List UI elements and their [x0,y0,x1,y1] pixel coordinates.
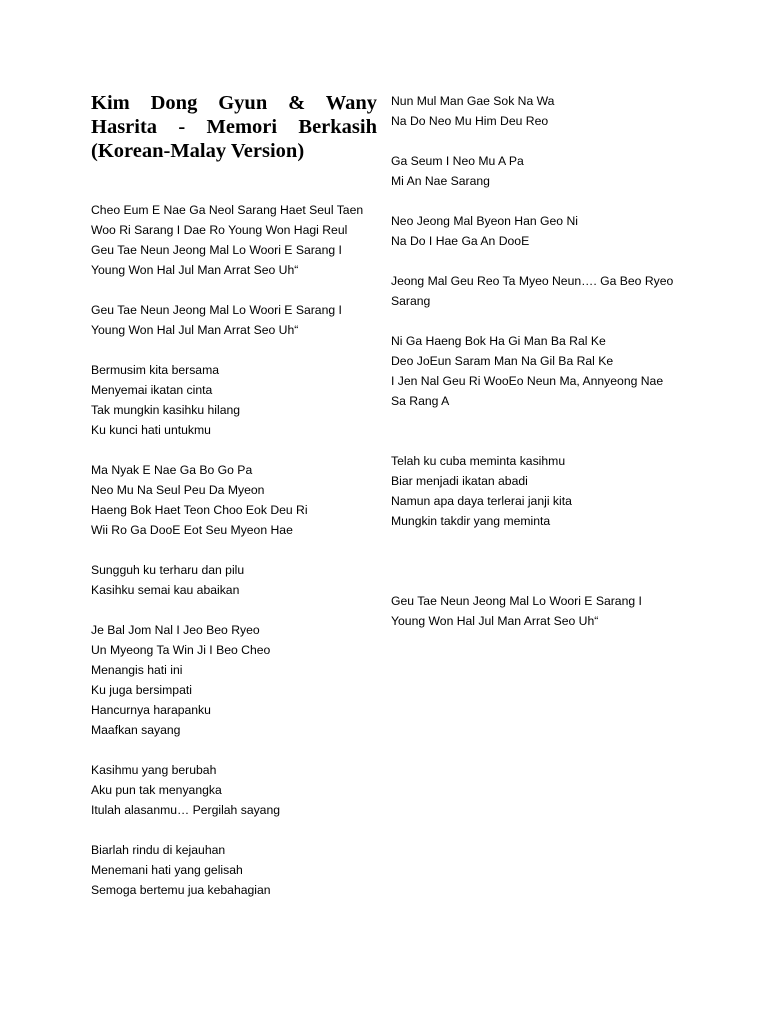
lyric-line: Sungguh ku terharu dan pilu [91,563,245,577]
title-line: (Korean-Malay Version) [91,140,305,162]
lyric-line: Jeong Mal Geu Reo Ta Myeo Neun…. Ga Beo Ryeo [391,274,674,288]
lyric-line: Un Myeong Ta Win Ji I Beo Cheo [91,643,271,657]
lyric-line: Ku juga bersimpati [91,683,192,697]
lyric-line: Wii Ro Ga DooE Eot Seu Myeon Hae [91,523,293,537]
lyric-line: Kasihku semai kau abaikan [91,583,240,597]
lyric-line: I Jen Nal Geu Ri WooEo Neun Ma, Annyeong Nae [391,374,664,388]
lyrics-stanza [391,271,691,311]
lyric-line: Aku pun tak menyangka [91,783,222,797]
lyric-line: Cheo Eum E Nae Ga Neol Sarang Haet Seul Taen [91,203,364,217]
lyric-line: Menangis hati ini [91,663,183,677]
lyric-line: Young Won Hal Jul Man Arrat Seo Uh“ [91,323,299,337]
lyric-line: Haeng Bok Haet Teon Choo Eok Deu Ri [91,503,308,517]
lyric-line: Bermusim kita bersama [91,363,220,377]
lyrics-stanza [391,451,691,531]
lyric-line: Na Do Neo Mu Him Deu Reo [391,114,549,128]
lyric-line: Telah ku cuba meminta kasihmu [391,454,566,468]
lyrics-stanza [391,331,691,411]
lyric-line: Ga Seum I Neo Mu A Pa [391,154,524,168]
lyric-line: Woo Ri Sarang I Dae Ro Young Won Hagi Reul [91,223,348,237]
lyric-line: Mungkin takdir yang meminta [391,514,551,528]
lyrics-stanza [91,760,379,820]
lyric-line: Ni Ga Haeng Bok Ha Gi Man Ba Ral Ke [391,334,606,348]
lyric-line: Ku kunci hati untukmu [91,423,211,437]
title-line: Kim Dong Gyun & Wany [91,92,377,114]
lyrics-stanza [91,200,379,280]
lyric-line: Kasihmu yang berubah [91,763,217,777]
lyric-line: Namun apa daya terlerai janji kita [391,494,572,508]
lyrics-stanza [91,360,379,440]
lyrics-stanza [391,591,691,631]
lyric-line: Sa Rang A [391,394,450,408]
lyric-line: Menyemai ikatan cinta [91,383,213,397]
lyric-line: Geu Tae Neun Jeong Mal Lo Woori E Sarang I [91,243,342,257]
lyric-line: Neo Jeong Mal Byeon Han Geo Ni [391,214,578,228]
lyric-line: Biarlah rindu di kejauhan [91,843,226,857]
title-line: Hasrita - Memori Berkasih [91,116,377,138]
lyric-line: Geu Tae Neun Jeong Mal Lo Woori E Sarang I [391,594,642,608]
lyric-line: Ma Nyak E Nae Ga Bo Go Pa [91,463,253,477]
lyric-line: Je Bal Jom Nal I Jeo Beo Ryeo [91,623,260,637]
lyric-line: Neo Mu Na Seul Peu Da Myeon [91,483,265,497]
lyrics-stanza [391,151,691,191]
lyric-line: Menemani hati yang gelisah [91,863,243,877]
lyrics-stanza [391,211,691,251]
lyric-line: Hancurnya harapanku [91,703,211,717]
lyric-line: Biar menjadi ikatan abadi [391,474,528,488]
lyric-line: Mi An Nae Sarang [391,174,490,188]
song-title [91,91,377,163]
lyric-line: Itulah alasanmu… Pergilah sayang [91,803,281,817]
lyric-line: Tak mungkin kasihku hilang [91,403,241,417]
lyric-line: Sarang [391,294,431,308]
lyrics-stanza [91,560,379,600]
lyrics-stanza [91,300,379,340]
lyric-line: Na Do I Hae Ga An DooE [391,234,530,248]
lyric-line: Nun Mul Man Gae Sok Na Wa [391,94,555,108]
left-column [91,91,379,900]
lyrics-stanza [91,620,379,740]
lyric-line: Semoga bertemu jua kebahagian [91,883,271,897]
lyrics-stanza [91,840,379,900]
lyrics-stanza [391,91,691,131]
lyric-line: Maafkan sayang [91,723,181,737]
right-column [391,91,691,631]
lyric-line: Young Won Hal Jul Man Arrat Seo Uh“ [391,614,599,628]
lyric-line: Young Won Hal Jul Man Arrat Seo Uh“ [91,263,299,277]
lyric-line: Deo JoEun Saram Man Na Gil Ba Ral Ke [391,354,614,368]
lyrics-stanza [91,460,379,540]
lyric-line: Geu Tae Neun Jeong Mal Lo Woori E Sarang I [91,303,342,317]
